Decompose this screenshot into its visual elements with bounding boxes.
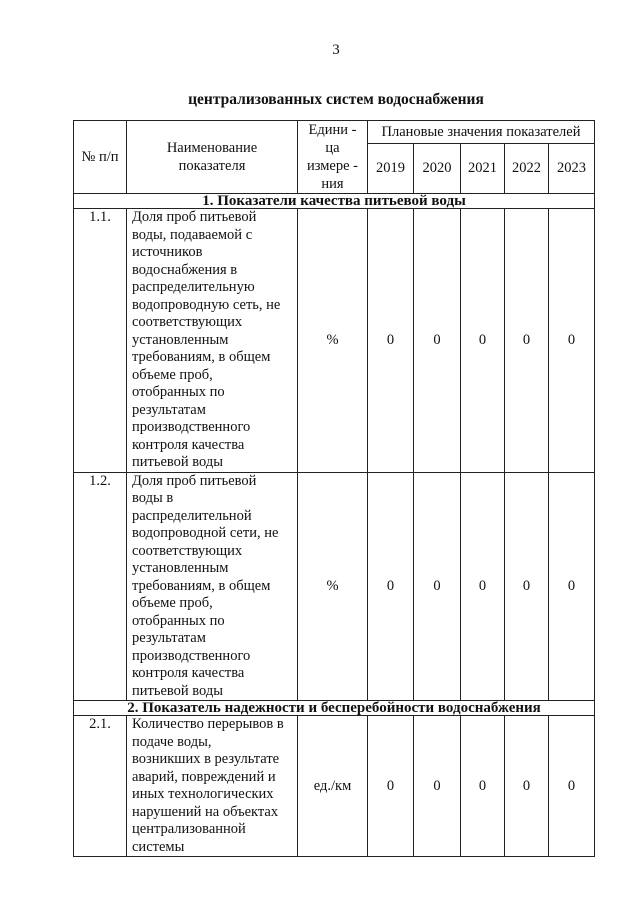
header-year: 2022 (505, 144, 549, 194)
indicator-name-line: распределительной (132, 507, 252, 524)
indicator-name-line: отобранных по (132, 384, 225, 400)
indicator-name-line: Доля проб питьевой (132, 209, 257, 225)
indicators-table (73, 120, 595, 857)
value-cell: 0 (549, 472, 595, 701)
value-cell: 0 (368, 716, 414, 857)
indicator-name-line: возникших в результате (132, 751, 280, 767)
document-heading: централизованных систем водоснабжения (188, 91, 484, 108)
header-planned-values: Плановые значения показателей (368, 121, 595, 144)
unit-cell: ед./км (298, 716, 368, 857)
indicator-name-line: иных технологических (132, 786, 274, 802)
value-cell: 0 (549, 716, 595, 857)
indicator-name-line: питьевой воды (132, 682, 223, 699)
value-cell: 0 (461, 472, 505, 701)
header-year: 2020 (414, 144, 461, 194)
indicator-name-line: производственного (132, 647, 251, 664)
indicator-name-line: подаче воды, (132, 733, 212, 750)
indicator-name-line: воды в (132, 490, 174, 506)
indicator-name-line: требованиям, в общем (132, 349, 271, 365)
indicator-name-line: отобранных по (132, 612, 225, 629)
table-row (74, 209, 595, 473)
indicator-name-line: централизованной (132, 821, 246, 837)
indicator-name-line: требованиям, в общем (132, 577, 271, 594)
value-cell: 0 (505, 209, 549, 473)
indicator-name-line: объеме проб, (132, 366, 213, 383)
indicator-name-line: соответствующих (132, 314, 243, 330)
section-title: 2. Показатель надежности и бесперебойности водоснабжения (74, 701, 595, 716)
value-cell: 0 (414, 716, 461, 857)
indicator-name-line: соответствующих (132, 542, 243, 559)
indicator-name-line: распределительную (132, 279, 255, 295)
indicator-name-line: объеме проб, (132, 595, 213, 611)
value-cell: 0 (505, 716, 549, 857)
section-title: 1. Показатели качества питьевой воды (74, 194, 595, 209)
row-number: 1.1. (74, 209, 127, 473)
header-year: 2019 (368, 144, 414, 194)
unit-cell: % (298, 209, 368, 473)
indicator-name-line: контроля качества (132, 665, 245, 681)
header-year: 2023 (549, 144, 595, 194)
value-cell: 0 (461, 716, 505, 857)
indicator-name (127, 716, 298, 857)
value-cell: 0 (505, 472, 549, 701)
indicator-name-line: аварий, повреждений и (132, 768, 276, 785)
value-cell: 0 (368, 209, 414, 473)
indicator-name-line: источников (132, 244, 203, 260)
value-cell: 0 (368, 472, 414, 701)
indicator-name-line: контроля качества (132, 436, 245, 453)
value-cell: 0 (414, 472, 461, 701)
indicator-name-line: водоснабжения в (132, 261, 238, 278)
value-cell: 0 (549, 209, 595, 473)
indicator-name-line: воды, подаваемой с (132, 226, 253, 243)
table-row (74, 472, 595, 701)
unit-cell: % (298, 472, 368, 701)
row-number: 1.2. (74, 472, 127, 701)
indicator-name-line: результатам (132, 630, 206, 646)
indicator-name (127, 472, 298, 701)
indicator-name-line: водопроводной сети, не (132, 525, 279, 541)
indicator-name (127, 209, 298, 473)
indicator-name-line: Доля проб питьевой (132, 472, 257, 489)
page-number: 3 (332, 42, 340, 58)
table-row (74, 716, 595, 857)
indicator-name-line: установленным (132, 560, 229, 576)
indicator-name-line: производственного (132, 419, 251, 435)
indicator-name-line: Количество перерывов в (132, 716, 284, 732)
indicator-name-line: установленным (132, 331, 229, 348)
header-num: № п/п (74, 121, 127, 194)
indicator-name-line: нарушений на объектах (132, 803, 279, 820)
value-cell: 0 (414, 209, 461, 473)
indicator-name-line: результатам (132, 401, 206, 418)
header-year: 2021 (461, 144, 505, 194)
row-number: 2.1. (74, 716, 127, 857)
value-cell: 0 (461, 209, 505, 473)
header-name: Наименование показателя (127, 121, 298, 194)
header-unit: Едини - ца измере - ния (298, 121, 368, 194)
indicator-name-line: питьевой воды (132, 454, 223, 470)
indicator-name-line: водопроводную сеть, не (132, 296, 281, 313)
indicator-name-line: системы (132, 838, 185, 855)
